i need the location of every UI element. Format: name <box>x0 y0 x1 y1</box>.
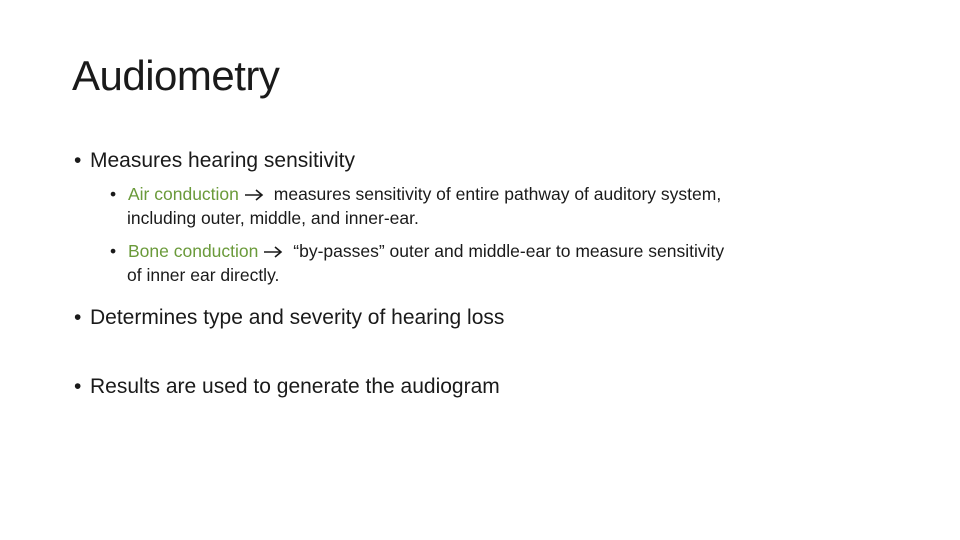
bullet-measures <box>74 148 355 173</box>
air-conduction-text-cont: including outer, middle, and inner-ear. <box>127 207 419 228</box>
air-conduction-label: Air conduction <box>128 184 239 204</box>
bone-conduction-text-cont: of inner ear directly. <box>127 264 280 285</box>
bullet-text: Results are used to generate the audiogram <box>90 375 500 398</box>
bullet-dot: • <box>74 306 82 329</box>
sub-bullet-bone-conduction <box>110 240 910 287</box>
bullet-dot: • <box>74 149 82 172</box>
sub-bullet-dot: • <box>110 241 117 261</box>
sub-bullet-air-conduction <box>110 183 910 230</box>
sub-bullet-dot: • <box>110 184 117 204</box>
slide-title: Audiometry <box>72 52 280 99</box>
arrow-right-icon <box>243 188 265 202</box>
bone-conduction-text: “by-passes” outer and middle-ear to measure sensitivity <box>288 241 725 261</box>
arrow-right-icon <box>262 245 284 259</box>
bone-conduction-label: Bone conduction <box>128 241 259 261</box>
bullet-results <box>74 374 500 399</box>
air-conduction-text: measures sensitivity of entire pathway of auditory system, <box>268 184 722 204</box>
bullet-determines <box>74 305 504 330</box>
bullet-dot: • <box>74 375 82 398</box>
bullet-text: Determines type and severity of hearing loss <box>90 306 505 329</box>
bullet-text: Measures hearing sensitivity <box>90 149 355 172</box>
